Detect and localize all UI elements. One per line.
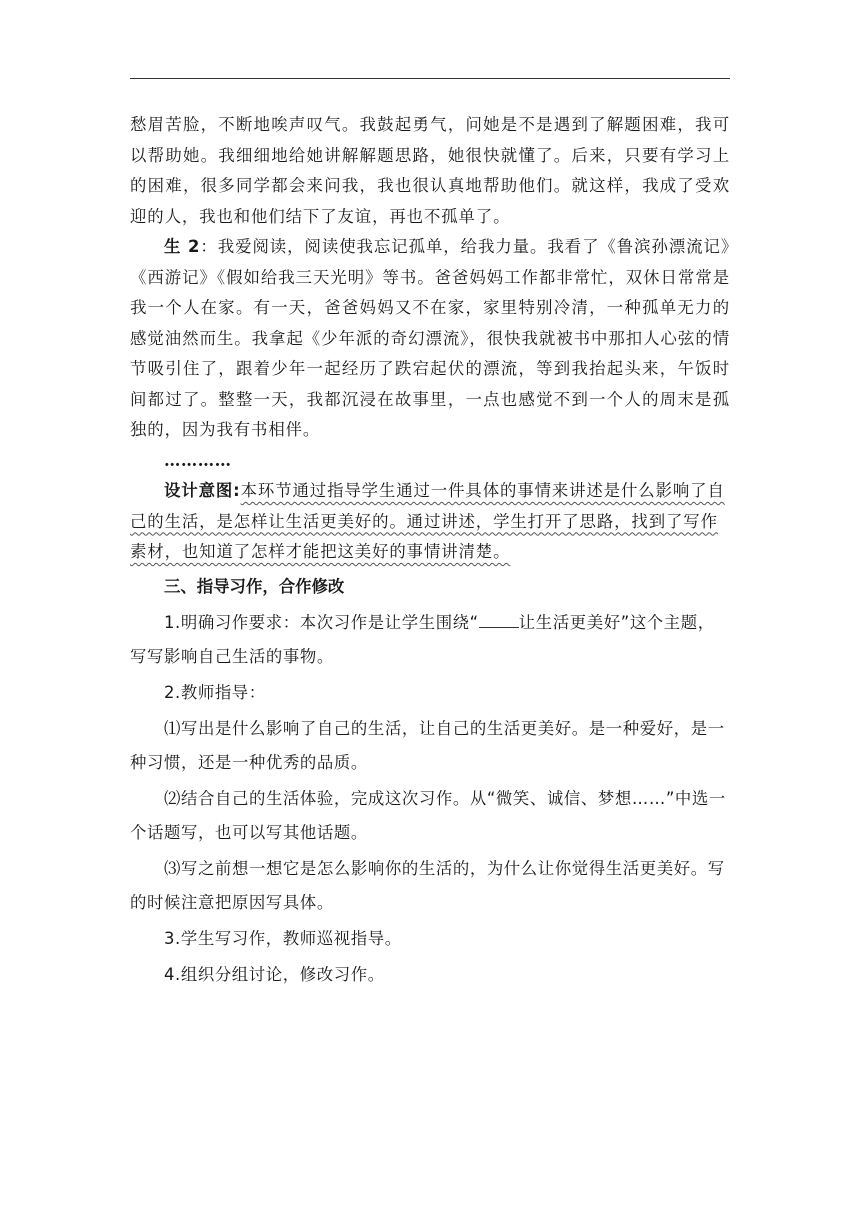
design-intent-label: 设计意图:	[164, 481, 241, 500]
item-1	[130, 606, 730, 674]
paragraph-continuation: 愁眉苦脸，不断地唉声叹气。我鼓起勇气，问她是不是遇到了解题困难，我可以帮助她。我细细地给她讲解解题思路，她很快就懂了。后来，只要有学习上的困难，很多同学都会来问我，我也很认真地帮助他们。就这样，我成了受欢迎的人，我也和他们结下了友谊，再也不孤单了。	[130, 115, 730, 226]
student-2-paragraph	[130, 232, 730, 446]
item-1-suffix: 让生活更美好”这个主题，写写影响自己生活的事物。	[130, 612, 715, 666]
section-three-heading: 三、指导习作，合作修改	[164, 576, 345, 596]
sub-item-1: ⑴写出是什么影响了自己的生活，让自己的生活更美好。是一种爱好，是一种习惯，还是一种优秀的品质。	[130, 718, 725, 772]
sub-item-3: ⑶写之前想一想它是怎么影响你的生活的，为什么让你觉得生活更美好。写的时候注意把原因写具体。	[130, 858, 725, 912]
student-2-text: ：我爱阅读，阅读使我忘记孤单，给我力量。我看了《鲁滨孙漂流记》《西游记》《假如给我三天光明》等书。爸爸妈妈工作都非常忙，双休日常常是我一个人在家。有一天，爸爸妈妈又不在家，家里特别冷清，一种孤单无力的感觉油然而生。我拿起《少年派的奇幻漂流》，很快我就被书中那扣人心弦的情节吸引住了，跟着少年一起经历了跌宕起伏的漂流，等到我抬起头来，午饭时间都过了。整整一天，我都沉浸在故事里，一点也感觉不到一个人的周末是孤独的，因为我有书相伴。	[130, 237, 730, 439]
design-intent-paragraph	[130, 476, 730, 568]
fill-in-blank	[479, 613, 519, 628]
item-4: 4.组织分组讨论，修改习作。	[164, 964, 385, 984]
item-2: 2.教师指导：	[164, 682, 266, 702]
sub-item-2: ⑵结合自己的生活体验，完成这次习作。从“微笑、诚信、梦想……”中选一个话题写，也可以写其他话题。	[130, 788, 726, 842]
design-intent-text: 本环节通过指导学生通过一件具体的事情来讲述是什么影响了自己的生活，是怎样让生活更美好的。通过讲述，学生打开了思路，找到了写作素材，也知道了怎样才能把这美好的事情讲清楚。	[130, 481, 725, 561]
header-rule	[130, 78, 730, 79]
item-3: 3.学生写习作，教师巡视指导。	[164, 928, 402, 948]
item-1-prefix: 1.明确习作要求：本次习作是让学生围绕“	[164, 612, 479, 632]
document-body	[130, 110, 730, 992]
student-2-label: 生 2	[164, 237, 201, 256]
ellipsis: …………	[164, 450, 232, 470]
